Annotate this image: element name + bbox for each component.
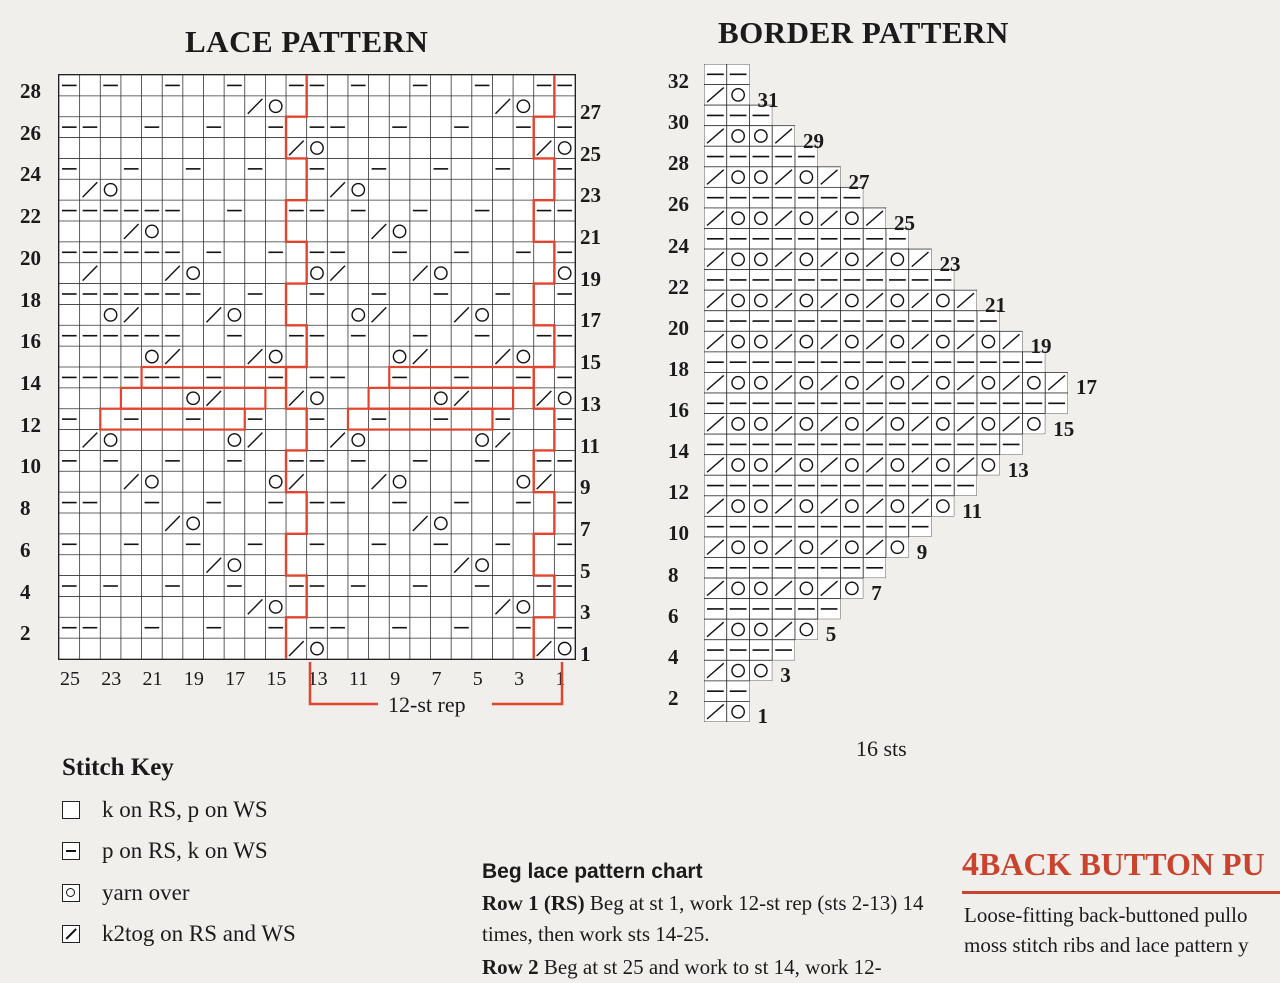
row-number: 3 [780, 663, 791, 688]
k2tog-mark [248, 99, 263, 114]
column-number: 23 [101, 668, 122, 690]
column-number: 25 [60, 668, 80, 690]
yarn-over-mark [146, 350, 158, 362]
yarn-over-mark [558, 392, 570, 404]
lace-pattern-title: LACE PATTERN [185, 24, 429, 59]
row-number: 25 [894, 210, 915, 235]
column-number: 3 [514, 668, 525, 690]
k2tog-mark [495, 99, 510, 114]
yarn-over-mark [476, 559, 488, 571]
repeat-label: 12-st rep [388, 692, 466, 717]
k2tog-mark [165, 516, 180, 531]
row-number: 27 [848, 169, 870, 194]
repeat-band [369, 388, 513, 409]
yarn-over-mark [558, 267, 570, 279]
yarn-over-mark [393, 350, 405, 362]
yarn-over-mark [270, 601, 282, 613]
k2tog-mark [165, 266, 180, 281]
yarn-over-mark [517, 601, 529, 613]
k2tog-mark [454, 391, 469, 406]
k2tog-mark [289, 141, 304, 156]
k2tog-mark [330, 182, 345, 197]
row1-text: Beg at st 1, work 12-st rep (sts 2-13) 14 times, then work sts 14-25. [482, 891, 924, 946]
k2tog-mark [413, 516, 428, 531]
row-number: 14 [20, 371, 41, 395]
row-number: 30 [668, 110, 689, 135]
row-number: 10 [668, 521, 689, 546]
k2tog-mark [83, 266, 98, 281]
key-label: yarn over [102, 880, 190, 905]
key-item-yarn-over [62, 878, 190, 908]
row-number: 23 [580, 183, 601, 208]
yarn-over-mark [352, 309, 364, 321]
k2tog-mark [413, 266, 428, 281]
repeat-band [348, 409, 492, 430]
yarn-over-mark [270, 100, 282, 112]
row-number: 2 [668, 685, 679, 710]
yarn-over-mark [187, 267, 199, 279]
row-number: 32 [668, 69, 689, 93]
section-4-heading [962, 846, 1265, 884]
repeat-band [100, 409, 244, 430]
row-number: 1 [757, 704, 768, 729]
k2tog-mark [248, 349, 263, 364]
k2tog-mark [537, 641, 552, 656]
yarn-over-mark [393, 225, 405, 237]
row-number: 9 [580, 475, 591, 500]
row-number: 1 [580, 642, 591, 667]
stitch-key-title: Stitch Key [62, 754, 174, 781]
row-number: 24 [668, 233, 689, 258]
yarn-over-mark [311, 392, 323, 404]
yarn-over-mark [517, 476, 529, 488]
yarn-over-mark [270, 350, 282, 362]
key-label: k2tog on RS and WS [102, 921, 296, 946]
k2tog-mark [83, 433, 98, 448]
yarn-over-mark [270, 476, 282, 488]
yarn-over-mark [311, 642, 323, 654]
section-4-text [964, 900, 1249, 960]
section-4-line1: Loose-fitting back-buttoned pullo [964, 903, 1248, 927]
key-item-purl [62, 836, 268, 866]
border-chart-svg [704, 64, 1068, 722]
yarn-over-mark [435, 517, 447, 529]
k2tog-mark [495, 433, 510, 448]
yarn-over-mark [352, 434, 364, 446]
k2tog-mark [248, 599, 263, 614]
yarn-over-mark [517, 100, 529, 112]
row2-text: Beg at st 25 and work to st 14, work 12- [538, 955, 882, 979]
k2tog-mark [124, 224, 139, 239]
row-number: 22 [668, 274, 689, 299]
lace-chart-svg [59, 75, 575, 659]
border-pattern-chart [704, 64, 1068, 722]
k2tog-mark [372, 474, 387, 489]
key-label: k on RS, p on WS [102, 797, 268, 822]
yarn-over-mark [104, 184, 116, 196]
repeat-outline-left [286, 75, 307, 659]
yarn-over-mark [311, 142, 323, 154]
k2tog-mark [289, 391, 304, 406]
row-number: 23 [939, 252, 961, 277]
repeat-outline-right [534, 75, 555, 659]
yarn-over-mark [146, 225, 158, 237]
yarn-over-mark [311, 267, 323, 279]
row-number: 11 [580, 433, 600, 458]
row-number: 7 [580, 517, 591, 541]
row-number: 5 [580, 558, 591, 583]
row-number: 9 [916, 539, 928, 564]
yarn-over-mark [558, 642, 570, 654]
yarn-over-mark [104, 309, 116, 321]
row-number: 28 [668, 151, 689, 176]
row-number: 6 [20, 537, 31, 562]
k2tog-mark [289, 474, 304, 489]
row1-label: Row 1 (RS) [482, 891, 585, 915]
column-number: 5 [472, 668, 483, 690]
yarn-over-mark [187, 517, 199, 529]
yarn-over-mark [104, 434, 116, 446]
yarn-over-mark [393, 476, 405, 488]
key-label: p on RS, k on WS [102, 838, 268, 863]
repeat-band [121, 388, 265, 409]
knit-square-icon [62, 801, 80, 819]
row-number: 16 [20, 329, 41, 354]
row-number: 6 [668, 603, 679, 628]
column-number: 1 [555, 668, 566, 690]
row-number: 15 [580, 350, 601, 375]
k2tog-mark [454, 307, 469, 322]
row-number: 14 [668, 439, 689, 464]
yarn-over-mark [146, 476, 158, 488]
k2tog-mark [330, 433, 345, 448]
row-number: 25 [580, 141, 601, 166]
key-item-knit [62, 795, 268, 825]
k2tog-mark [206, 558, 221, 573]
k2tog-mark [372, 307, 387, 322]
row-number: 17 [580, 308, 601, 333]
row-number: 21 [580, 225, 601, 249]
k2tog-mark [537, 141, 552, 156]
yarn-over-mark [476, 434, 488, 446]
row-number: 8 [668, 562, 679, 587]
column-number: 7 [431, 668, 442, 690]
instructions-heading: Beg lace pattern chart [482, 860, 703, 883]
k2tog-mark [83, 182, 98, 197]
yarn-over-mark [435, 392, 447, 404]
section-4-line2: moss stitch ribs and lace pattern y [964, 933, 1249, 957]
k2tog-mark [537, 474, 552, 489]
row-number: 10 [20, 454, 41, 479]
row-number: 15 [1053, 416, 1075, 441]
column-number: 21 [142, 668, 163, 690]
row-number: 13 [1007, 457, 1029, 482]
row-number: 21 [985, 293, 1006, 318]
k2tog-mark [289, 641, 304, 656]
k2tog-mark [495, 349, 510, 364]
k2tog-mark [206, 391, 221, 406]
row-number: 3 [580, 600, 591, 625]
k2tog-mark [454, 558, 469, 573]
k2tog-mark [248, 433, 263, 448]
yarn-over-circle-icon [62, 884, 80, 902]
instructions-row1 [482, 888, 932, 950]
column-number: 11 [348, 668, 369, 690]
yarn-over-mark [558, 142, 570, 154]
key-item-k2tog [62, 919, 296, 949]
row-number: 8 [20, 496, 31, 521]
row-number: 17 [1076, 375, 1097, 400]
instructions-row2 [482, 952, 942, 983]
column-number: 9 [390, 668, 401, 690]
k2tog-mark [124, 474, 139, 489]
k2tog-mark [413, 349, 428, 364]
row-number: 24 [20, 162, 41, 187]
row-number: 26 [20, 120, 41, 145]
yarn-over-mark [228, 309, 240, 321]
row2-label: Row 2 [482, 955, 539, 979]
yarn-over-mark [187, 392, 199, 404]
row-number: 12 [668, 480, 689, 505]
column-number: 19 [183, 668, 204, 690]
yarn-over-mark [228, 559, 240, 571]
row-number: 27 [580, 99, 601, 124]
row-number: 16 [668, 398, 689, 422]
yarn-over-mark [517, 350, 529, 362]
yarn-over-mark [352, 184, 364, 196]
row-number: 22 [20, 204, 41, 229]
lace-pattern-chart [58, 74, 576, 660]
k2tog-mark [330, 266, 345, 281]
section-title: BACK BUTTON PU [979, 846, 1265, 882]
k2tog-mark [537, 391, 552, 406]
border-width-label: 16 sts [856, 736, 907, 761]
k2tog-mark [206, 307, 221, 322]
column-number: 13 [307, 668, 328, 690]
row-number: 11 [962, 498, 983, 523]
section-4-underline [962, 891, 1280, 894]
section-number: 4 [962, 846, 979, 883]
k2tog-mark [124, 307, 139, 322]
row-number: 26 [668, 192, 689, 217]
row-number: 12 [20, 412, 41, 437]
column-number: 15 [266, 668, 287, 690]
column-number: 17 [225, 668, 246, 690]
row-number: 19 [580, 266, 601, 291]
border-pattern-title: BORDER PATTERN [718, 15, 1009, 50]
yarn-over-mark [435, 267, 447, 279]
k2tog-mark [165, 349, 180, 364]
row-number: 19 [1030, 334, 1052, 359]
yarn-over-mark [228, 434, 240, 446]
row-number: 18 [668, 356, 689, 381]
row-number: 18 [20, 287, 41, 312]
row-number: 5 [825, 622, 837, 647]
row-number: 29 [803, 128, 824, 153]
k2tog-mark [495, 599, 510, 614]
row-number: 20 [20, 245, 41, 270]
row-number: 4 [668, 644, 679, 669]
k2tog-slash-icon [62, 925, 80, 943]
row-number: 2 [20, 621, 31, 646]
purl-dash-icon [62, 842, 80, 860]
row-number: 4 [20, 579, 31, 604]
k2tog-mark [372, 224, 387, 239]
row-number: 20 [668, 315, 689, 340]
row-number: 31 [757, 87, 779, 112]
row-number: 7 [871, 581, 882, 606]
row-number: 28 [20, 79, 41, 103]
row-number: 13 [580, 391, 601, 416]
yarn-over-mark [476, 309, 488, 321]
